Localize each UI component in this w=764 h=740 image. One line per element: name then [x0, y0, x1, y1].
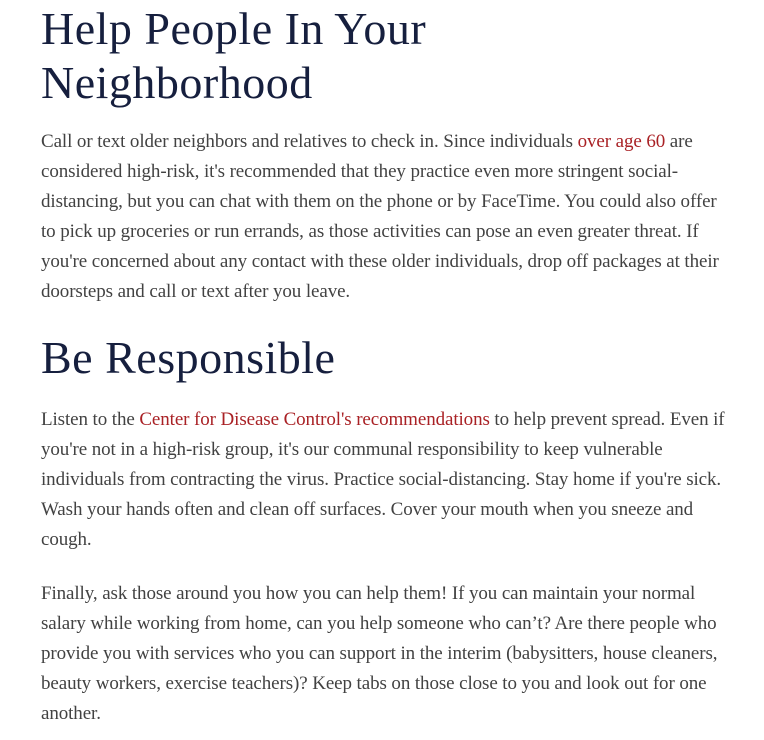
- paragraph-text: Listen to the: [41, 409, 140, 430]
- inline-link[interactable]: Center for Disease Control's recommendations: [139, 409, 490, 430]
- paragraph-text: Call or text older neighbors and relatives to check in. Since individuals: [41, 131, 578, 152]
- paragraph-text: to help prevent spread. Even if you're not in a high-risk group, it's our communal responsibility to keep vulnerable individuals from contracting the virus. Practice social-distancing. Stay home if you're sick. Wash your hands often and clean off surfaces. Cover your mouth when you sneeze and cough.: [41, 409, 725, 550]
- inline-link[interactable]: over age 60: [577, 131, 666, 152]
- paragraph: [41, 405, 729, 555]
- paragraph-text: are considered high-risk, it's recommended that they practice even more stringent social-distancing, but you can chat with them on the phone or by FaceTime. You could also offer to pick up groceries or run errands, as those activities can pose an even greater threat. If you're concerned about any contact with these older individuals, drop off packages at their doorsteps and call or text after you leave.: [41, 131, 719, 302]
- paragraph: [41, 127, 729, 307]
- paragraph-text: Finally, ask those around you how you can help them! If you can maintain your normal salary while working from home, can you help someone who can’t? Are there people who provide you with services who you can support in the interim (babysitters, house cleaners, beauty workers, exercise teachers)? Keep tabs on those close to you and look out for one another.: [41, 583, 718, 724]
- section-heading: Help People In Your Neighborhood: [41, 3, 427, 108]
- section-heading: Be Responsible: [41, 332, 336, 383]
- article: [0, 2, 764, 729]
- paragraph: [41, 579, 729, 729]
